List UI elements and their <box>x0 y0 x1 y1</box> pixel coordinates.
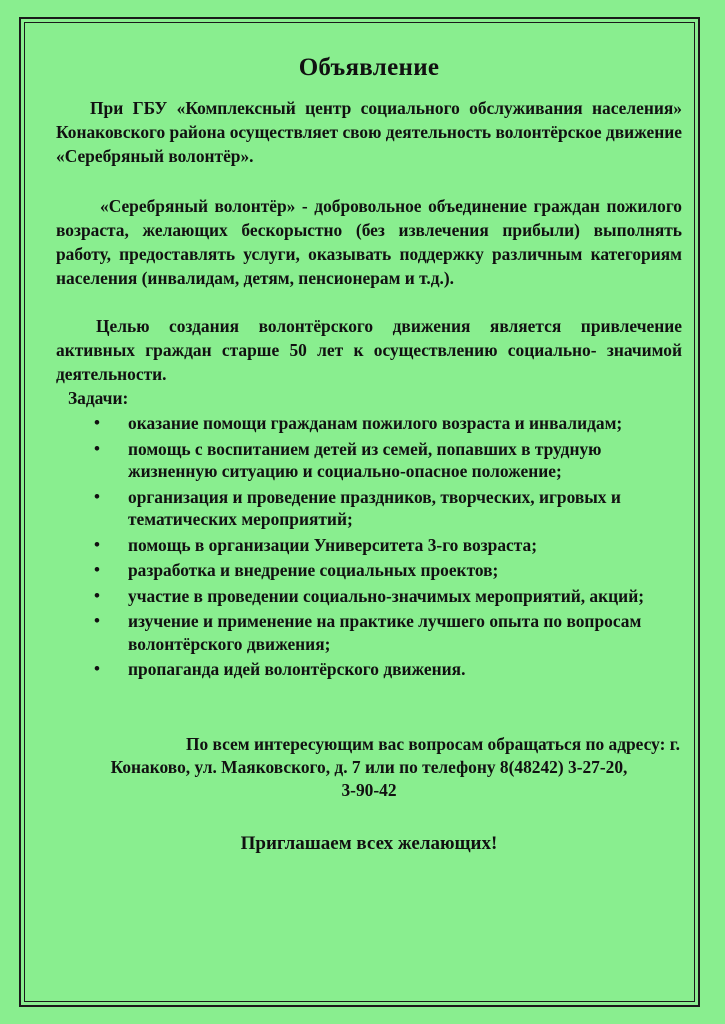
list-item <box>56 658 682 681</box>
list-item <box>56 486 682 531</box>
bullet-icon: • <box>94 560 100 579</box>
contact-info <box>56 733 682 802</box>
intro-paragraph: При ГБУ «Комплексный центр социального обслуживания населения» Конаковского района осуществляет свою деятельность волонтёрское движение «Серебряный волонтёр». <box>56 98 682 166</box>
bullet-icon: • <box>94 486 100 506</box>
list-item <box>56 534 682 557</box>
task-text: пропаганда идей волонтёрского движения. <box>128 659 466 679</box>
task-text: оказание помощи гражданам пожилого возраста и инвалидам; <box>128 413 623 433</box>
bullet-icon: • <box>94 611 100 630</box>
list-item <box>56 585 682 608</box>
list-item <box>56 559 682 582</box>
page-title: Объявление <box>298 54 440 81</box>
list-item <box>56 610 682 655</box>
tasks-list <box>56 412 682 681</box>
task-text: помощь с воспитанием детей из семей, попавших в трудную жизненную ситуацию и социально-опасное положение; <box>128 438 602 481</box>
bullet-icon: • <box>94 659 100 678</box>
bullet-icon: • <box>94 438 100 458</box>
bullet-icon: • <box>94 413 100 432</box>
announcement-content <box>56 54 682 856</box>
invitation-text: Приглашаем всех желающих! <box>240 832 498 854</box>
task-text: организация и проведение праздников, творческих, игровых и тематических мероприятий; <box>128 486 621 529</box>
task-text: разработка и внедрение социальных проектов; <box>128 560 499 580</box>
contact-line-2: Конаково, ул. Маяковского, д. 7 или по телефону 8(48242) 3-27-20, <box>110 756 628 777</box>
definition-paragraph: «Серебряный волонтёр» - добровольное объединение граждан пожилого возраста, желающих бескорыстно (без извлечения прибыли) выполнять работу, предоставлять услуги, оказывать поддержку различным категориям населения (инвалидам, детям, пенсионерам и т.д.). <box>56 196 682 288</box>
tasks-heading: Задачи: <box>68 388 129 408</box>
task-text: участие в проведении социально-значимых мероприятий, акций; <box>128 585 645 606</box>
contact-line-1: По всем интересующим вас вопросам обращаться по адресу: г. <box>185 733 680 754</box>
bullet-icon: • <box>94 585 100 605</box>
list-item <box>56 412 682 435</box>
list-item <box>56 438 682 483</box>
task-text: помощь в организации Университета 3-го возраста; <box>128 534 537 555</box>
task-text: изучение и применение на практике лучшего опыта по вопросам волонтёрского движения; <box>128 611 642 654</box>
contact-line-3: 3-90-42 <box>341 779 397 800</box>
bullet-icon: • <box>94 534 100 554</box>
goal-paragraph: Целью создания волонтёрского движения является привлечение активных граждан старше 50 лет к осуществлению социально- значимой деятельности. <box>56 316 682 384</box>
